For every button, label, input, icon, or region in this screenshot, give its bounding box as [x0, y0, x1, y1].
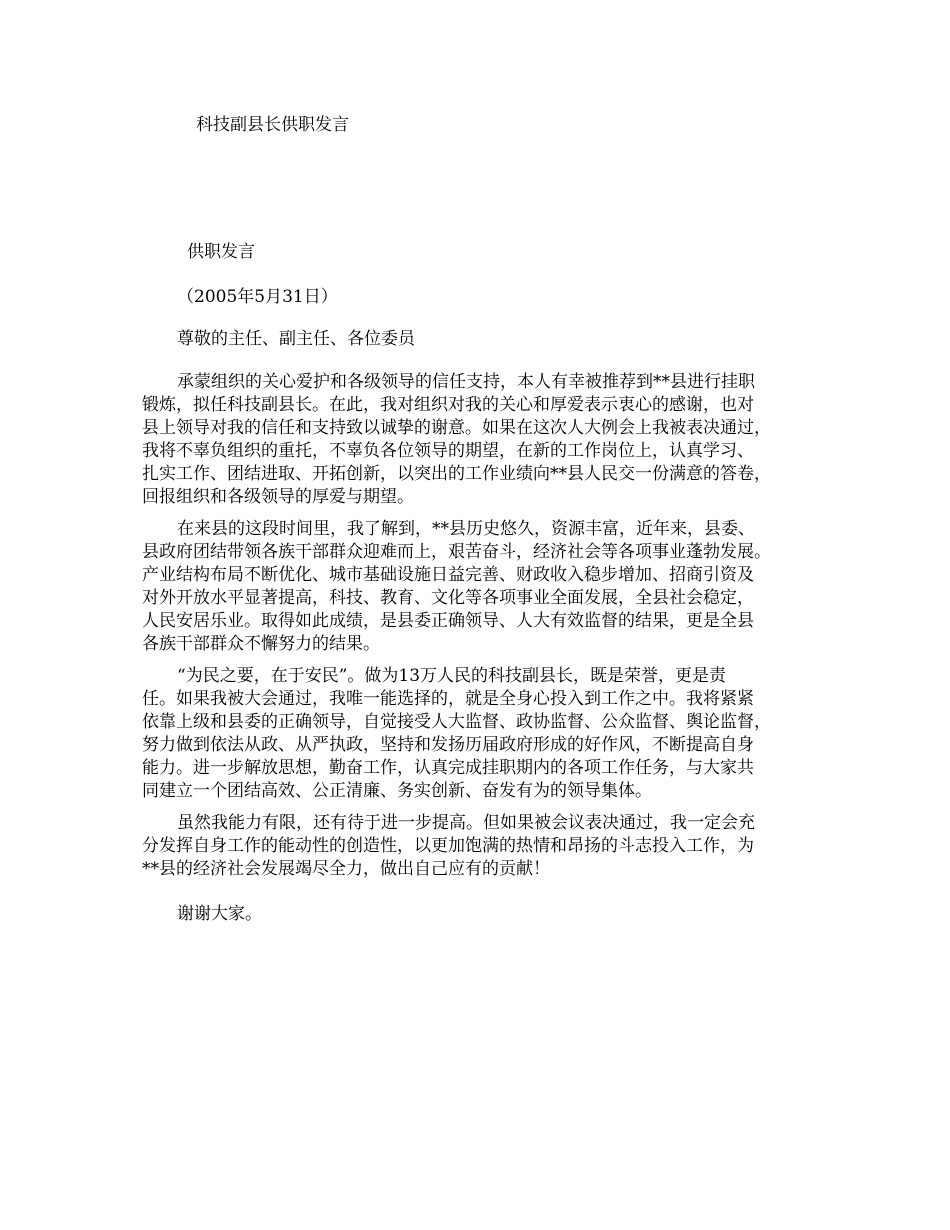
- paragraph-line: 各族干部群众不懈努力的结果。: [142, 634, 380, 654]
- paragraph-line: 任。如果我被大会通过，我唯一能选择的，就是全身心投入到工作之中。我将紧紧: [142, 689, 754, 709]
- paragraph-line: 努力做到依法从政、从严执政，坚持和发扬历届政府形成的好作风，不断提高自身: [142, 735, 754, 755]
- paragraph-line: 对外开放水平显著提高，科技、教育、文化等各项事业全面发展，全县社会稳定，: [142, 588, 754, 608]
- paragraph-line: 扎实工作、团结进取、开拓创新，以突出的工作业绩向**县人民交一份满意的答卷，: [142, 464, 771, 484]
- paragraph-line: 县上领导对我的信任和支持致以诚挚的谢意。如果在这次人大例会上我被表决通过，: [142, 418, 771, 438]
- paragraph-line: 分发挥自身工作的能动性的创造性，以更加饱满的热情和昂扬的斗志投入工作，为: [142, 836, 754, 856]
- paragraph-line: 依靠上级和县委的正确领导，自觉接受人大监督、政协监督、公众监督、舆论监督，: [142, 712, 771, 732]
- paragraph-line: 县政府团结带领各族干部群众迎难而上，艰苦奋斗，经济社会等各项事业蓬勃发展。: [142, 542, 771, 562]
- paragraph-line: 承蒙组织的关心爱护和各级领导的信任支持，本人有幸被推荐到**县进行挂职: [177, 372, 755, 392]
- paragraph-line: 产业结构布局不断优化、城市基础设施日益完善、财政收入稳步增加、招商引资及: [142, 565, 754, 585]
- paragraph-line: 能力。进一步解放思想，勤奋工作，认真完成挂职期内的各项工作任务，与大家共: [142, 758, 754, 778]
- paragraph-1: [142, 371, 817, 509]
- paragraph-line: 锻炼，拟任科技副县长。在此，我对组织对我的关心和厚爱表示衷心的感谢，也对: [142, 395, 754, 415]
- salutation: 尊敬的主任、副主任、各位委员: [177, 329, 415, 349]
- paragraph-line: 同建立一个团结高效、公正清廉、务实创新、奋发有为的领导集体。: [142, 781, 652, 801]
- paragraph-line: 回报组织和各级领导的厚爱与期望。: [142, 487, 414, 507]
- speech-date: （2005年5月31日）: [177, 287, 338, 307]
- paragraph-2: [142, 518, 817, 656]
- speech-heading: 供职发言: [187, 242, 255, 262]
- paragraph-line: 在来县的这段时间里，我了解到，**县历史悠久，资源丰富，近年来，县委、: [177, 519, 755, 539]
- paragraph-line: **县的经济社会发展竭尽全力，做出自己应有的贡献！: [142, 859, 550, 879]
- paragraph-line: 我将不辜负组织的重托，不辜负各位领导的期望，在新的工作岗位上，认真学习、: [142, 441, 754, 461]
- paragraph-line: “为民之要，在于安民”。做为13万人民的科技副县长，既是荣誉，更是责: [177, 666, 727, 686]
- closing-thanks: 谢谢大家。: [177, 904, 262, 924]
- document-title: 科技副县长供职发言: [196, 115, 349, 135]
- paragraph-4: [142, 812, 817, 881]
- paragraph-3: [142, 665, 817, 803]
- paragraph-line: 虽然我能力有限，还有待于进一步提高。但如果被会议表决通过，我一定会充: [177, 813, 755, 833]
- paragraph-line: 人民安居乐业。取得如此成绩，是县委正确领导、人大有效监督的结果，更是全县: [142, 611, 754, 631]
